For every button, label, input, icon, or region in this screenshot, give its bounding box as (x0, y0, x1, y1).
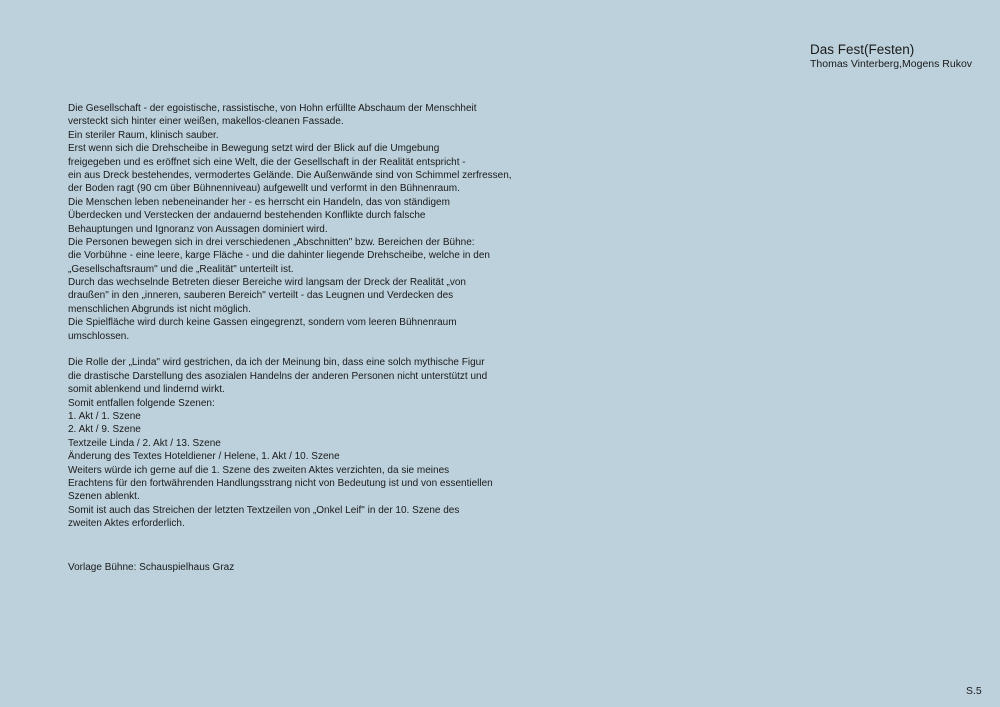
text-line: 1. Akt / 1. Szene (68, 410, 141, 422)
text-line: Behauptungen und Ignoranz von Aussagen dominiert wird. (68, 223, 328, 235)
text-line: versteckt sich hinter einer weißen, makellos-cleanen Fassade. (68, 116, 344, 128)
paragraph-cuts (68, 356, 528, 530)
paragraph-concept (68, 102, 528, 343)
text-line: Erachtens für den fortwährenden Handlungsstrang nicht von Bedeutung ist und von essentiellen (68, 477, 493, 489)
text-line: menschlichen Abgrunds ist nicht möglich. (68, 303, 251, 315)
text-line: die drastische Darstellung des asozialen Handelns der anderen Personen nicht unterstützt und (68, 370, 488, 382)
text-line: Textzeile Linda / 2. Akt / 13. Szene (68, 437, 221, 449)
text-line: Die Personen bewegen sich in drei verschiedenen „Abschnitten" bzw. Bereichen der Bühne: (68, 236, 475, 248)
text-line: der Boden ragt (90 cm über Bühnenniveau) aufgewellt und verformt in den Bühnenraum. (68, 183, 460, 195)
text-line: Änderung des Textes Hoteldiener / Helene, 1. Akt / 10. Szene (68, 451, 340, 463)
text-line: die Vorbühne - eine leere, karge Fläche - und die dahinter liegende Drehscheibe, welche in den (68, 250, 490, 262)
text-line: 2. Akt / 9. Szene (68, 424, 141, 436)
document-title: Das Fest(Festen) (810, 42, 915, 57)
text-line: Somit ist auch das Streichen der letzten Textzeilen von „Onkel Leif" in der 10. Szene des (68, 504, 460, 516)
text-line: umschlossen. (68, 330, 130, 342)
text-line: Somit entfallen folgende Szenen: (68, 397, 215, 409)
page-number: S.5 (966, 685, 982, 697)
text-line: freigegeben und es eröffnet sich eine Welt, die der Gesellschaft in der Realität entspricht - (68, 156, 466, 168)
text-line: Die Menschen leben nebeneinander her - es herrscht ein Handeln, das von ständigem (68, 196, 450, 208)
text-line: Ein steriler Raum, klinisch sauber. (68, 129, 219, 141)
paragraph-gap (68, 343, 528, 356)
stage-template-note: Vorlage Bühne: Schauspielhaus Graz (68, 562, 235, 573)
text-line: Durch das wechselnde Betreten dieser Bereiche wird langsam der Dreck der Realität „von (68, 277, 466, 289)
document-header (810, 42, 995, 71)
text-line: Die Gesellschaft - der egoistische, rassistische, von Hohn erfüllte Abschaum der Menschheit (68, 103, 477, 114)
document-authors: Thomas Vinterberg,Mogens Rukov (810, 58, 973, 70)
text-line: somit ablenkend und lindernd wirkt. (68, 384, 225, 396)
text-line: ein aus Dreck bestehendes, vermodertes Gelände. Die Außenwände sind von Schimmel zerfressen, (68, 169, 512, 181)
text-line: Weiters würde ich gerne auf die 1. Szene des zweiten Aktes verzichten, da sie meines (68, 464, 450, 476)
text-line: Die Spielfläche wird durch keine Gassen eingegrenzt, sondern vom leeren Bühnenraum (68, 317, 457, 329)
text-line: Überdecken und Verstecken der andauernd bestehenden Konflikte durch falsche (68, 210, 426, 222)
body-text (68, 102, 528, 531)
text-line: draußen" in den „inneren, sauberen Bereich" verteilt - das Leugnen und Verdecken des (68, 290, 454, 302)
text-line: zweiten Aktes erforderlich. (68, 518, 185, 530)
text-line: Die Rolle der „Linda" wird gestrichen, da ich der Meinung bin, dass eine solch mythische Figur (68, 357, 485, 369)
text-line: Erst wenn sich die Drehscheibe in Bewegung setzt wird der Blick auf die Umgebung (68, 143, 440, 155)
text-line: „Gesellschaftsraum" und die „Realität" unterteilt ist. (68, 263, 294, 275)
text-line: Szenen ablenkt. (68, 491, 140, 503)
